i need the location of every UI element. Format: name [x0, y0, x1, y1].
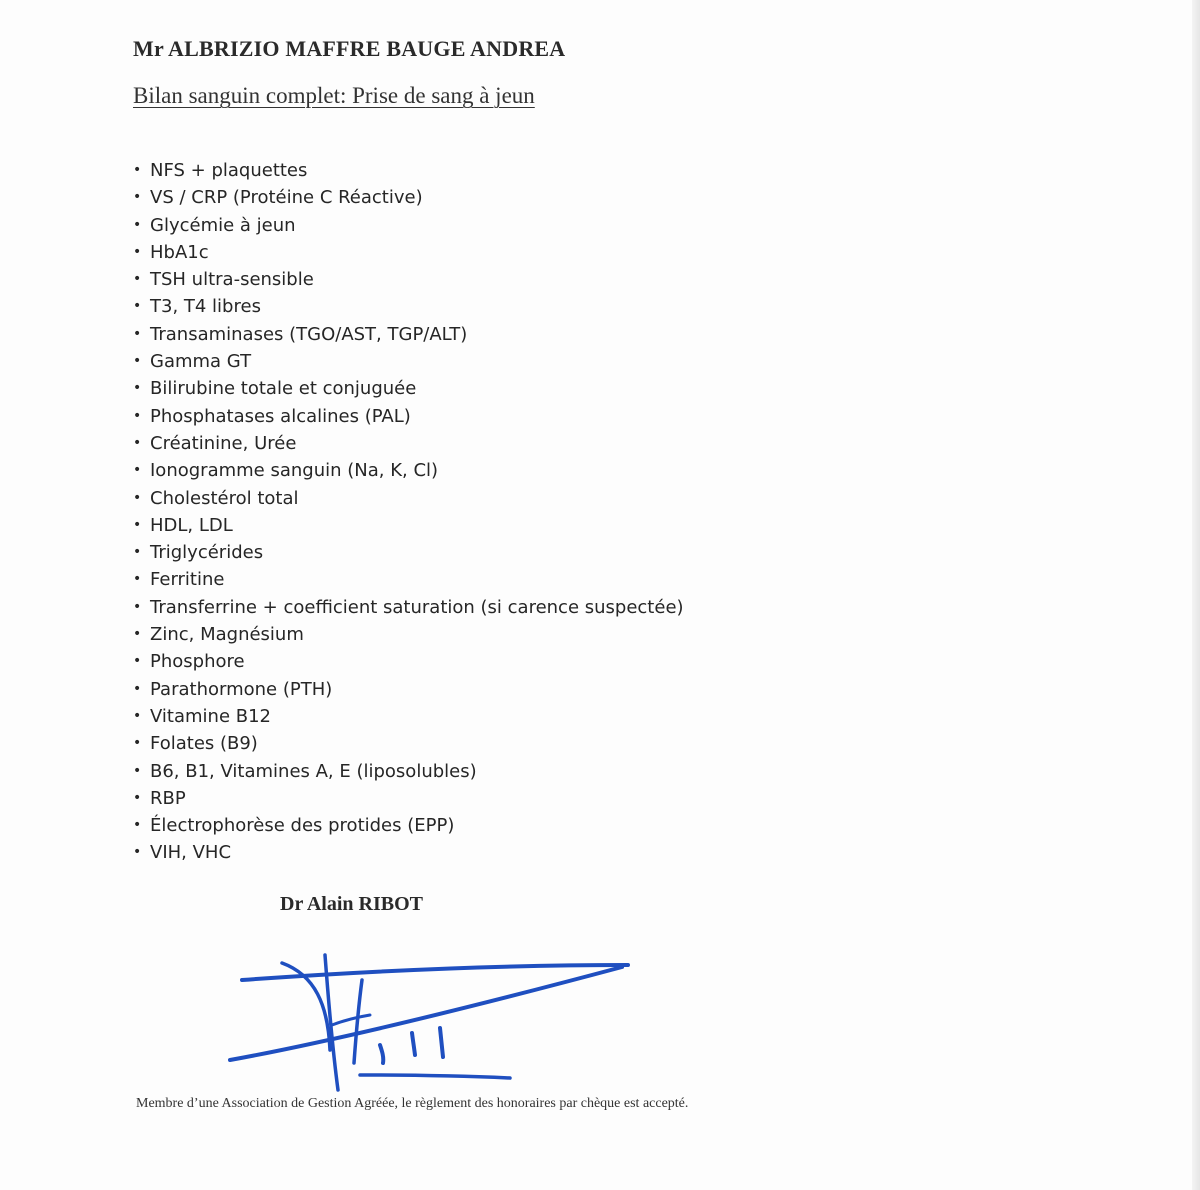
- exam-item: [133, 566, 684, 593]
- exam-item: [133, 457, 684, 484]
- bullet-icon: •: [133, 271, 142, 288]
- footer-note: Membre d’une Association de Gestion Agréée, le règlement des honoraires par chèque est accepté.: [136, 1096, 689, 1111]
- bullet-icon: •: [133, 434, 142, 451]
- exam-item-label: RBP: [150, 787, 186, 809]
- exam-item-label: Gamma GT: [150, 351, 252, 373]
- bullet-icon: •: [133, 325, 142, 342]
- exam-item-label: NFS + plaquettes: [150, 160, 308, 181]
- bullet-icon: •: [133, 762, 142, 779]
- exam-item: [133, 266, 684, 293]
- bullet-icon: •: [133, 626, 142, 643]
- exam-item-label: Transaminases (TGO/AST, TGP/ALT): [150, 323, 468, 345]
- exam-item: [133, 184, 684, 211]
- exam-item-label: VIH, VHC: [150, 842, 232, 864]
- patient-name: Mr ALBRIZIO MAFFRE BAUGE ANDREA: [133, 36, 566, 61]
- exam-item: [133, 758, 684, 785]
- doctor-signature: [220, 935, 660, 1105]
- exam-item: [133, 730, 684, 757]
- signature-stroke-l1: [412, 1033, 415, 1055]
- exam-item: [133, 703, 684, 730]
- signature-stroke-h: [354, 980, 362, 1063]
- exam-item-label: HDL, LDL: [150, 514, 233, 536]
- bullet-icon: •: [133, 380, 142, 397]
- bullet-icon: •: [133, 680, 142, 697]
- exam-item-label: HbA1c: [150, 241, 209, 263]
- exam-item: [133, 212, 684, 239]
- bullet-icon: •: [133, 407, 142, 424]
- exam-item-label: Ionogramme sanguin (Na, K, Cl): [150, 460, 439, 482]
- exam-item: [133, 239, 684, 266]
- exam-item-label: VS / CRP (Protéine C Réactive): [150, 187, 423, 209]
- exam-item-label: B6, B1, Vitamines A, E (liposolubles): [150, 760, 477, 782]
- bullet-icon: •: [133, 789, 142, 806]
- exam-item-label: Zinc, Magnésium: [150, 624, 304, 646]
- bullet-icon: •: [133, 707, 142, 724]
- exam-item-label: Électrophorèse des protides (EPP): [150, 815, 455, 837]
- bullet-icon: •: [133, 162, 142, 178]
- exam-item-label: Triglycérides: [150, 542, 264, 564]
- exam-item: [133, 812, 684, 839]
- exam-item: [133, 539, 684, 566]
- bullet-icon: •: [133, 844, 142, 861]
- prescription-title: Bilan sanguin complet: Prise de sang à jeun: [133, 83, 535, 108]
- exam-item: [133, 785, 684, 812]
- exam-item: [133, 621, 684, 648]
- exam-list: [133, 157, 684, 867]
- exam-item: [133, 348, 684, 375]
- bullet-icon: •: [133, 516, 142, 533]
- exam-item: [133, 839, 684, 866]
- bullet-icon: •: [133, 298, 142, 315]
- exam-item-label: Cholestérol total: [150, 487, 299, 509]
- exam-item-label: Glycémie à jeun: [150, 214, 296, 236]
- exam-item-label: Phosphatases alcalines (PAL): [150, 405, 411, 427]
- signature-stroke-underline: [360, 1075, 510, 1078]
- page-edge-shadow: [1192, 0, 1200, 1190]
- signature-stroke-l2: [440, 1028, 443, 1057]
- bullet-icon: •: [133, 353, 142, 370]
- exam-item: [133, 403, 684, 430]
- exam-item-label: Créatinine, Urée: [150, 432, 297, 454]
- exam-item-label: Folates (B9): [150, 733, 258, 755]
- bullet-icon: •: [133, 735, 142, 752]
- exam-item-label: Parathormone (PTH): [150, 678, 333, 700]
- signature-stroke-h-bar: [332, 1015, 370, 1025]
- bullet-icon: •: [133, 544, 142, 561]
- exam-item-label: Transferrine + coefficient saturation (si carence suspectée): [150, 596, 684, 618]
- bullet-icon: •: [133, 653, 142, 670]
- bullet-icon: •: [133, 243, 142, 260]
- exam-item-label: TSH ultra-sensible: [150, 269, 314, 291]
- exam-item: [133, 648, 684, 675]
- exam-item-label: Phosphore: [150, 651, 245, 673]
- bullet-icon: •: [133, 462, 142, 479]
- exam-item: [133, 430, 684, 457]
- exam-item-label: Vitamine B12: [150, 705, 271, 727]
- bullet-icon: •: [133, 216, 142, 233]
- exam-item: [133, 293, 684, 320]
- bullet-icon: •: [133, 489, 142, 506]
- exam-item: [133, 512, 684, 539]
- doctor-name: Dr Alain RIBOT: [280, 893, 423, 915]
- exam-item: [133, 594, 684, 621]
- exam-item: [133, 485, 684, 512]
- exam-item: [133, 375, 684, 402]
- bullet-icon: •: [133, 598, 142, 615]
- bullet-icon: •: [133, 571, 142, 588]
- signature-stroke-dot: [380, 1045, 383, 1063]
- bullet-icon: •: [133, 189, 142, 206]
- bullet-icon: •: [133, 817, 142, 834]
- exam-item-label: Bilirubine totale et conjuguée: [150, 378, 417, 400]
- exam-item-label: Ferritine: [150, 569, 225, 591]
- exam-item: [133, 321, 684, 348]
- signature-stroke-diagonal: [230, 967, 622, 1060]
- exam-item-label: T3, T4 libres: [150, 296, 261, 318]
- exam-item: [133, 676, 684, 703]
- exam-item: [133, 157, 684, 184]
